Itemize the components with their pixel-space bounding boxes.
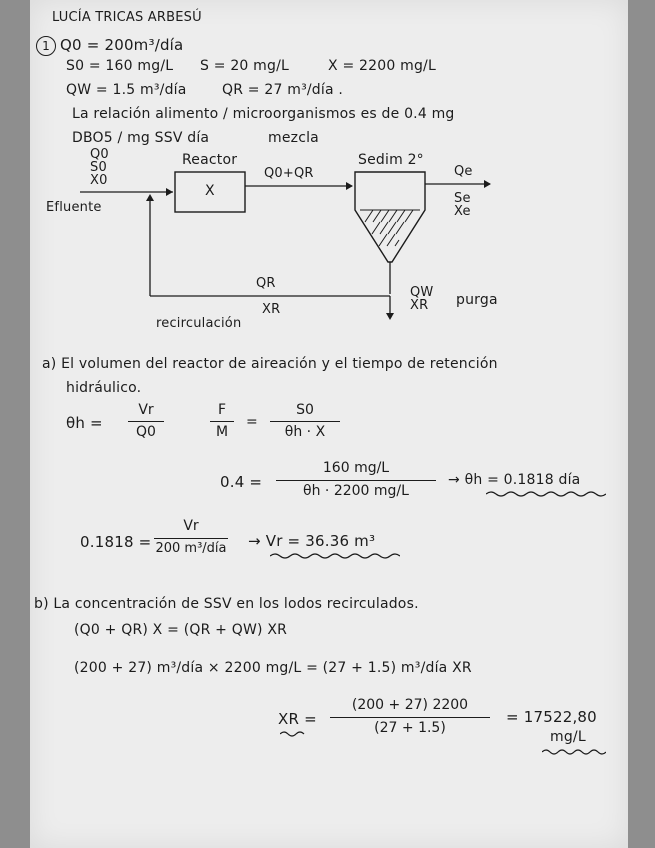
inflow-x0: X0 — [90, 173, 108, 188]
purge-qw: QW — [410, 285, 434, 300]
effluent-se: Se — [454, 191, 471, 206]
theta-numerator: Vr — [138, 402, 154, 418]
inflow-s0: S0 — [90, 160, 107, 175]
eq2-fraction — [276, 460, 436, 499]
mezcla-label: mezcla — [268, 130, 319, 146]
eq3-fraction — [150, 518, 232, 556]
part-b-title: b) La concentración de SSV en los lodos recirculados. — [34, 596, 419, 612]
theta-lhs: θh = — [66, 414, 103, 432]
xr-numerator: (200 + 27) 2200 — [351, 697, 469, 713]
theta-result-underline — [486, 490, 606, 498]
efluente-label: Efluente — [46, 200, 102, 215]
eq3-lhs: 0.1818 = — [80, 533, 152, 551]
xr-result: = 17522,80 — [506, 708, 597, 726]
given-s: S = 20 mg/L — [200, 58, 290, 74]
clarifier-shape — [355, 172, 425, 262]
given-x: X = 2200 mg/L — [328, 58, 436, 74]
fm-ratio-text: La relación alimento / microorganismos es de 0.4 mg — [72, 106, 455, 122]
fm-ratio-units: DBO5 / mg SSV día — [72, 130, 210, 146]
inflow-q0: Q0 — [90, 147, 109, 162]
theta-fraction — [126, 402, 166, 440]
eq2-lhs: 0.4 = — [220, 473, 263, 491]
purge-xr: XR — [410, 298, 429, 313]
fm-rhs-denominator: θh · X — [284, 424, 326, 440]
fm-rhs-fraction — [270, 402, 340, 440]
theta-denominator: Q0 — [136, 424, 156, 440]
given-qw: QW = 1.5 m³/día — [66, 82, 187, 98]
effluent-xe: Xe — [454, 204, 471, 219]
clarifier-title: Sedim 2° — [358, 152, 424, 168]
mass-balance-eq: (Q0 + QR) X = (QR + QW) XR — [74, 622, 288, 638]
effluent-qe: Qe — [454, 164, 473, 179]
recirc-qr: QR — [256, 276, 276, 291]
vr-result-underline — [270, 552, 400, 560]
xr-fraction — [330, 697, 490, 736]
xr-lhs: XR = — [278, 710, 317, 728]
student-name: LUCÍA TRICAS ARBESÚ — [52, 10, 202, 25]
xr-lhs-underline — [280, 730, 310, 738]
reactor-x: X — [205, 183, 215, 199]
mass-balance-substituted: (200 + 27) m³/día × 2200 mg/L = (27 + 1.5) m³/día XR — [74, 660, 472, 676]
reactor-title: Reactor — [182, 152, 238, 168]
xr-denominator: (27 + 1.5) — [374, 720, 446, 736]
xr-result-underline — [542, 748, 606, 756]
fm-denominator: M — [215, 424, 229, 440]
eq3-denominator: 200 m³/día — [155, 541, 227, 556]
recirculacion-label: recirculación — [156, 316, 242, 331]
reactor-outflow: Q0+QR — [264, 166, 314, 181]
fm-fraction — [210, 402, 234, 440]
purga-label: purga — [456, 292, 498, 308]
fm-equals: = — [246, 414, 258, 430]
recirc-xr: XR — [262, 302, 281, 317]
theta-result: → θh = 0.1818 día — [448, 472, 581, 488]
eq2-numerator: 160 mg/L — [322, 460, 390, 476]
vr-result: → Vr = 36.36 m³ — [248, 532, 376, 550]
xr-unit: mg/L — [550, 729, 586, 745]
part-a-title: a) El volumen del reactor de aireación y el tiempo de retención — [42, 356, 498, 372]
given-s0: S0 = 160 mg/L — [66, 58, 174, 74]
given-qr: QR = 27 m³/día . — [222, 82, 344, 98]
problem-number: 1 — [36, 36, 56, 56]
part-a-title-cont: hidráulico. — [66, 380, 142, 396]
fm-numerator: F — [217, 402, 227, 418]
eq3-numerator: Vr — [183, 518, 199, 534]
given-q0: Q0 = 200m³/día — [60, 36, 184, 54]
eq2-denominator: θh · 2200 mg/L — [303, 483, 409, 499]
notebook-page — [30, 0, 628, 848]
fm-rhs-numerator: S0 — [296, 402, 314, 418]
